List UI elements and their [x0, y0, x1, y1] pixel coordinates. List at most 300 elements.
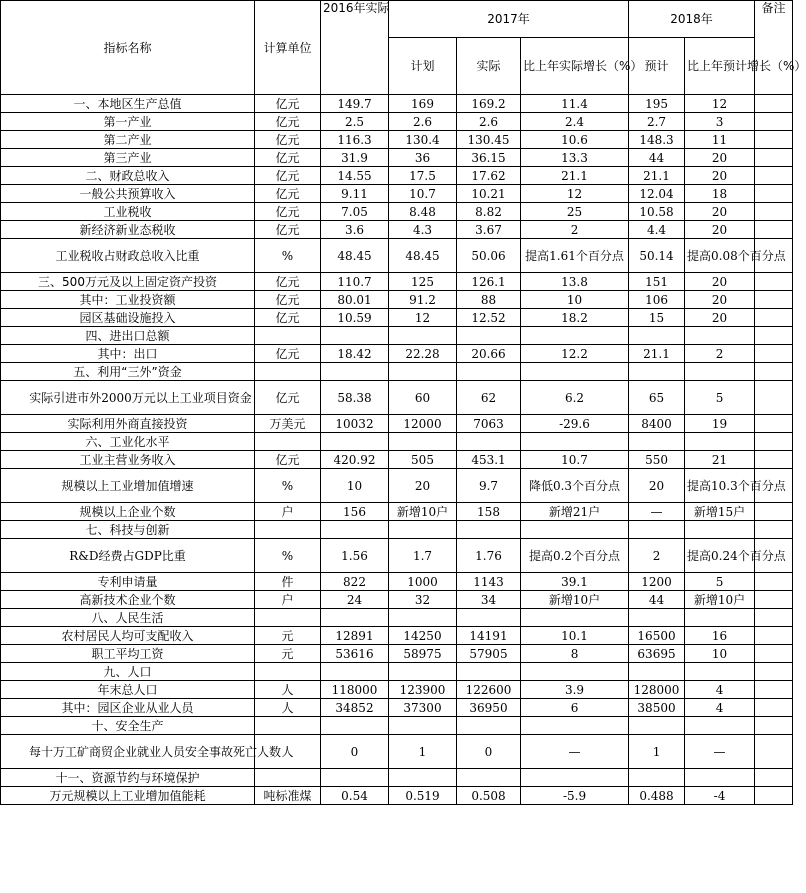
- note-cell: [755, 381, 793, 415]
- note-cell: [755, 95, 793, 113]
- growth-2018-cell: 10: [685, 645, 755, 663]
- unit-cell: 人: [255, 735, 321, 769]
- forecast-2018-cell: 2: [629, 539, 685, 573]
- actual-2017-cell: [457, 521, 521, 539]
- actual-2017-cell: 7063: [457, 415, 521, 433]
- value-2016-cell: 156: [321, 503, 389, 521]
- value-2016-cell: 18.42: [321, 345, 389, 363]
- table-row: [1, 521, 793, 539]
- forecast-2018-cell: 151: [629, 273, 685, 291]
- note-cell: [755, 699, 793, 717]
- indicator-name-cell: 职工平均工资: [1, 645, 255, 663]
- table-row: [1, 787, 793, 805]
- note-cell: [755, 433, 793, 451]
- actual-2017-cell: 122600: [457, 681, 521, 699]
- actual-2017-cell: 12.52: [457, 309, 521, 327]
- note-cell: [755, 521, 793, 539]
- forecast-2018-cell: 20: [629, 469, 685, 503]
- growth-2018-cell: 提高10.3个百分点: [685, 469, 755, 503]
- table-row: [1, 273, 793, 291]
- header-note: 备注: [755, 1, 793, 95]
- indicator-name-cell: R&D经费占GDP比重: [1, 539, 255, 573]
- indicator-name-cell: 二、财政总收入: [1, 167, 255, 185]
- indicator-name-cell: 年末总人口: [1, 681, 255, 699]
- growth-2017-cell: 12: [521, 185, 629, 203]
- table-row: [1, 573, 793, 591]
- value-2016-cell: 10032: [321, 415, 389, 433]
- growth-2017-cell: 10.6: [521, 131, 629, 149]
- table-row: [1, 609, 793, 627]
- table-row: [1, 149, 793, 167]
- actual-2017-cell: 9.7: [457, 469, 521, 503]
- note-cell: [755, 451, 793, 469]
- growth-2018-cell: 2: [685, 345, 755, 363]
- plan-2017-cell: [389, 327, 457, 345]
- growth-2018-cell: [685, 433, 755, 451]
- actual-2017-cell: 0: [457, 735, 521, 769]
- forecast-2018-cell: 15: [629, 309, 685, 327]
- growth-2017-cell: [521, 363, 629, 381]
- growth-2018-cell: 20: [685, 291, 755, 309]
- header-row-1: [1, 1, 793, 38]
- indicator-name-cell: 四、进出口总额: [1, 327, 255, 345]
- growth-2018-cell: [685, 769, 755, 787]
- actual-2017-cell: 14191: [457, 627, 521, 645]
- growth-2017-cell: -5.9: [521, 787, 629, 805]
- forecast-2018-cell: 195: [629, 95, 685, 113]
- unit-cell: [255, 521, 321, 539]
- indicator-name-cell: 第一产业: [1, 113, 255, 131]
- table-row: [1, 415, 793, 433]
- header-2017-actual: 实际: [457, 38, 521, 95]
- plan-2017-cell: [389, 769, 457, 787]
- actual-2017-cell: 1.76: [457, 539, 521, 573]
- actual-2017-cell: [457, 769, 521, 787]
- header-2016-actual: 2016年实际: [321, 1, 389, 95]
- forecast-2018-cell: 148.3: [629, 131, 685, 149]
- growth-2018-cell: 20: [685, 149, 755, 167]
- plan-2017-cell: 12000: [389, 415, 457, 433]
- value-2016-cell: [321, 327, 389, 345]
- unit-cell: 元: [255, 645, 321, 663]
- growth-2017-cell: 13.3: [521, 149, 629, 167]
- growth-2018-cell: 21: [685, 451, 755, 469]
- actual-2017-cell: 126.1: [457, 273, 521, 291]
- note-cell: [755, 627, 793, 645]
- indicator-name-cell: 工业税收: [1, 203, 255, 221]
- forecast-2018-cell: 44: [629, 591, 685, 609]
- growth-2018-cell: 4: [685, 681, 755, 699]
- growth-2018-cell: 5: [685, 573, 755, 591]
- table-row: [1, 185, 793, 203]
- growth-2018-cell: [685, 521, 755, 539]
- unit-cell: %: [255, 539, 321, 573]
- header-2018-forecast: 预计: [629, 38, 685, 95]
- note-cell: [755, 291, 793, 309]
- growth-2018-cell: 19: [685, 415, 755, 433]
- note-cell: [755, 131, 793, 149]
- growth-2017-cell: 6: [521, 699, 629, 717]
- actual-2017-cell: 17.62: [457, 167, 521, 185]
- growth-2018-cell: 20: [685, 273, 755, 291]
- table-row: [1, 113, 793, 131]
- plan-2017-cell: 2.6: [389, 113, 457, 131]
- table-row: [1, 131, 793, 149]
- note-cell: [755, 663, 793, 681]
- unit-cell: [255, 663, 321, 681]
- indicator-name-cell: 十一、资源节约与环境保护: [1, 769, 255, 787]
- plan-2017-cell: [389, 663, 457, 681]
- value-2016-cell: 53616: [321, 645, 389, 663]
- indicator-name-cell: 专利申请量: [1, 573, 255, 591]
- growth-2017-cell: 10.7: [521, 451, 629, 469]
- plan-2017-cell: 1: [389, 735, 457, 769]
- indicator-name-cell: 第二产业: [1, 131, 255, 149]
- indicator-name-cell: 一、本地区生产总值: [1, 95, 255, 113]
- indicator-name-cell: 新经济新业态税收: [1, 221, 255, 239]
- table-row: [1, 503, 793, 521]
- value-2016-cell: 149.7: [321, 95, 389, 113]
- value-2016-cell: 420.92: [321, 451, 389, 469]
- actual-2017-cell: [457, 717, 521, 735]
- table-row: [1, 95, 793, 113]
- forecast-2018-cell: 1: [629, 735, 685, 769]
- unit-cell: 人: [255, 699, 321, 717]
- forecast-2018-cell: [629, 327, 685, 345]
- value-2016-cell: 10: [321, 469, 389, 503]
- table-row: [1, 663, 793, 681]
- actual-2017-cell: 88: [457, 291, 521, 309]
- note-cell: [755, 185, 793, 203]
- growth-2017-cell: 21.1: [521, 167, 629, 185]
- forecast-2018-cell: [629, 433, 685, 451]
- value-2016-cell: 80.01: [321, 291, 389, 309]
- indicator-name-cell: 其中：园区企业从业人员: [1, 699, 255, 717]
- unit-cell: [255, 609, 321, 627]
- growth-2017-cell: 18.2: [521, 309, 629, 327]
- unit-cell: 吨标准煤: [255, 787, 321, 805]
- value-2016-cell: 0.54: [321, 787, 389, 805]
- forecast-2018-cell: [629, 663, 685, 681]
- header-2017-growth: 比上年实际增长（%）: [521, 38, 629, 95]
- note-cell: [755, 717, 793, 735]
- unit-cell: 亿元: [255, 131, 321, 149]
- indicator-name-cell: 其中：工业投资额: [1, 291, 255, 309]
- actual-2017-cell: [457, 363, 521, 381]
- unit-cell: 件: [255, 573, 321, 591]
- header-2018: 2018年: [629, 1, 755, 38]
- value-2016-cell: 7.05: [321, 203, 389, 221]
- actual-2017-cell: 453.1: [457, 451, 521, 469]
- forecast-2018-cell: 550: [629, 451, 685, 469]
- table-row: [1, 167, 793, 185]
- growth-2018-cell: 20: [685, 203, 755, 221]
- actual-2017-cell: 62: [457, 381, 521, 415]
- indicator-name-cell: 规模以上企业个数: [1, 503, 255, 521]
- unit-cell: [255, 717, 321, 735]
- value-2016-cell: 1.56: [321, 539, 389, 573]
- growth-2017-cell: 降低0.3个百分点: [521, 469, 629, 503]
- unit-cell: 亿元: [255, 221, 321, 239]
- growth-2018-cell: [685, 327, 755, 345]
- unit-cell: [255, 433, 321, 451]
- forecast-2018-cell: 65: [629, 381, 685, 415]
- table-row: [1, 381, 793, 415]
- table-row: [1, 591, 793, 609]
- growth-2018-cell: 11: [685, 131, 755, 149]
- indicator-name-cell: 七、科技与创新: [1, 521, 255, 539]
- table-row: [1, 769, 793, 787]
- forecast-2018-cell: 16500: [629, 627, 685, 645]
- plan-2017-cell: 1000: [389, 573, 457, 591]
- growth-2017-cell: 10: [521, 291, 629, 309]
- growth-2017-cell: 6.2: [521, 381, 629, 415]
- growth-2018-cell: [685, 663, 755, 681]
- growth-2018-cell: 3: [685, 113, 755, 131]
- table-row: [1, 239, 793, 273]
- unit-cell: %: [255, 469, 321, 503]
- note-cell: [755, 735, 793, 769]
- indicator-name-cell: 三、500万元及以上固定资产投资: [1, 273, 255, 291]
- growth-2018-cell: [685, 717, 755, 735]
- unit-cell: 亿元: [255, 113, 321, 131]
- header-2017-plan: 计划: [389, 38, 457, 95]
- unit-cell: 户: [255, 591, 321, 609]
- indicator-name-cell: 高新技术企业个数: [1, 591, 255, 609]
- unit-cell: [255, 363, 321, 381]
- header-indicator-name: 指标名称: [1, 1, 255, 95]
- indicator-name-cell: 一般公共预算收入: [1, 185, 255, 203]
- growth-2017-cell: 提高1.61个百分点: [521, 239, 629, 273]
- note-cell: [755, 363, 793, 381]
- table-row: [1, 627, 793, 645]
- table-row: [1, 433, 793, 451]
- plan-2017-cell: 36: [389, 149, 457, 167]
- table-row: [1, 221, 793, 239]
- plan-2017-cell: 60: [389, 381, 457, 415]
- growth-2018-cell: 新增10户: [685, 591, 755, 609]
- unit-cell: 亿元: [255, 309, 321, 327]
- growth-2017-cell: 11.4: [521, 95, 629, 113]
- indicator-name-cell: 第三产业: [1, 149, 255, 167]
- note-cell: [755, 415, 793, 433]
- value-2016-cell: 118000: [321, 681, 389, 699]
- value-2016-cell: 31.9: [321, 149, 389, 167]
- plan-2017-cell: [389, 363, 457, 381]
- value-2016-cell: [321, 433, 389, 451]
- plan-2017-cell: 130.4: [389, 131, 457, 149]
- growth-2018-cell: 20: [685, 221, 755, 239]
- note-cell: [755, 203, 793, 221]
- growth-2018-cell: [685, 609, 755, 627]
- actual-2017-cell: 169.2: [457, 95, 521, 113]
- forecast-2018-cell: 0.488: [629, 787, 685, 805]
- value-2016-cell: [321, 717, 389, 735]
- value-2016-cell: 12891: [321, 627, 389, 645]
- indicator-name-cell: 每十万工矿商贸企业就业人员安全事故死亡人数: [1, 735, 255, 769]
- note-cell: [755, 591, 793, 609]
- growth-2017-cell: 25: [521, 203, 629, 221]
- table-row: [1, 291, 793, 309]
- plan-2017-cell: 125: [389, 273, 457, 291]
- actual-2017-cell: 10.21: [457, 185, 521, 203]
- growth-2017-cell: 2: [521, 221, 629, 239]
- growth-2017-cell: [521, 327, 629, 345]
- note-cell: [755, 503, 793, 521]
- plan-2017-cell: 123900: [389, 681, 457, 699]
- header-unit: 计算单位: [255, 1, 321, 95]
- actual-2017-cell: 158: [457, 503, 521, 521]
- growth-2017-cell: -29.6: [521, 415, 629, 433]
- table-body: [1, 95, 793, 805]
- table-row: [1, 681, 793, 699]
- indicator-name-cell: 规模以上工业增加值增速: [1, 469, 255, 503]
- table-row: [1, 735, 793, 769]
- growth-2017-cell: 新增10户: [521, 591, 629, 609]
- unit-cell: 亿元: [255, 167, 321, 185]
- forecast-2018-cell: [629, 769, 685, 787]
- plan-2017-cell: 12: [389, 309, 457, 327]
- plan-2017-cell: 91.2: [389, 291, 457, 309]
- plan-2017-cell: 169: [389, 95, 457, 113]
- value-2016-cell: 3.6: [321, 221, 389, 239]
- forecast-2018-cell: 63695: [629, 645, 685, 663]
- unit-cell: 万美元: [255, 415, 321, 433]
- growth-2018-cell: 新增15户: [685, 503, 755, 521]
- note-cell: [755, 769, 793, 787]
- table-row: [1, 451, 793, 469]
- note-cell: [755, 609, 793, 627]
- forecast-2018-cell: [629, 521, 685, 539]
- table-row: [1, 645, 793, 663]
- growth-2017-cell: 提高0.2个百分点: [521, 539, 629, 573]
- forecast-2018-cell: 21.1: [629, 345, 685, 363]
- forecast-2018-cell: —: [629, 503, 685, 521]
- actual-2017-cell: 3.67: [457, 221, 521, 239]
- actual-2017-cell: 0.508: [457, 787, 521, 805]
- forecast-2018-cell: [629, 717, 685, 735]
- unit-cell: 亿元: [255, 451, 321, 469]
- plan-2017-cell: 32: [389, 591, 457, 609]
- forecast-2018-cell: 21.1: [629, 167, 685, 185]
- note-cell: [755, 167, 793, 185]
- plan-2017-cell: 新增10户: [389, 503, 457, 521]
- actual-2017-cell: [457, 609, 521, 627]
- actual-2017-cell: [457, 433, 521, 451]
- growth-2017-cell: [521, 769, 629, 787]
- table-row: [1, 717, 793, 735]
- unit-cell: 亿元: [255, 185, 321, 203]
- plan-2017-cell: 8.48: [389, 203, 457, 221]
- growth-2017-cell: 12.2: [521, 345, 629, 363]
- plan-2017-cell: [389, 609, 457, 627]
- forecast-2018-cell: 4.4: [629, 221, 685, 239]
- indicator-name-cell: 实际引进市外2000万元以上工业项目资金: [1, 381, 255, 415]
- plan-2017-cell: 0.519: [389, 787, 457, 805]
- actual-2017-cell: 34: [457, 591, 521, 609]
- value-2016-cell: 116.3: [321, 131, 389, 149]
- note-cell: [755, 273, 793, 291]
- growth-2017-cell: [521, 609, 629, 627]
- value-2016-cell: [321, 363, 389, 381]
- value-2016-cell: 34852: [321, 699, 389, 717]
- actual-2017-cell: 36950: [457, 699, 521, 717]
- table-row: [1, 469, 793, 503]
- table-row: [1, 327, 793, 345]
- indicator-name-cell: 工业税收占财政总收入比重: [1, 239, 255, 273]
- value-2016-cell: [321, 609, 389, 627]
- forecast-2018-cell: 8400: [629, 415, 685, 433]
- plan-2017-cell: 20: [389, 469, 457, 503]
- plan-2017-cell: [389, 717, 457, 735]
- plan-2017-cell: 58975: [389, 645, 457, 663]
- note-cell: [755, 573, 793, 591]
- growth-2017-cell: [521, 717, 629, 735]
- forecast-2018-cell: 38500: [629, 699, 685, 717]
- unit-cell: 亿元: [255, 203, 321, 221]
- value-2016-cell: 24: [321, 591, 389, 609]
- actual-2017-cell: 130.45: [457, 131, 521, 149]
- plan-2017-cell: 14250: [389, 627, 457, 645]
- growth-2018-cell: [685, 363, 755, 381]
- indicator-name-cell: 工业主营业务收入: [1, 451, 255, 469]
- table-row: [1, 345, 793, 363]
- unit-cell: 亿元: [255, 273, 321, 291]
- growth-2017-cell: 10.1: [521, 627, 629, 645]
- forecast-2018-cell: 44: [629, 149, 685, 167]
- unit-cell: 亿元: [255, 149, 321, 167]
- indicator-name-cell: 六、工业化水平: [1, 433, 255, 451]
- forecast-2018-cell: 1200: [629, 573, 685, 591]
- table-row: [1, 699, 793, 717]
- value-2016-cell: [321, 521, 389, 539]
- note-cell: [755, 327, 793, 345]
- plan-2017-cell: 4.3: [389, 221, 457, 239]
- actual-2017-cell: 8.82: [457, 203, 521, 221]
- actual-2017-cell: [457, 327, 521, 345]
- forecast-2018-cell: 128000: [629, 681, 685, 699]
- unit-cell: %: [255, 239, 321, 273]
- indicator-name-cell: 八、人民生活: [1, 609, 255, 627]
- plan-2017-cell: 10.7: [389, 185, 457, 203]
- unit-cell: 户: [255, 503, 321, 521]
- table-row: [1, 309, 793, 327]
- value-2016-cell: 2.5: [321, 113, 389, 131]
- growth-2018-cell: 18: [685, 185, 755, 203]
- unit-cell: 亿元: [255, 291, 321, 309]
- forecast-2018-cell: [629, 609, 685, 627]
- growth-2018-cell: 12: [685, 95, 755, 113]
- growth-2018-cell: 20: [685, 309, 755, 327]
- unit-cell: 亿元: [255, 345, 321, 363]
- value-2016-cell: [321, 663, 389, 681]
- indicator-name-cell: 十、安全生产: [1, 717, 255, 735]
- plan-2017-cell: 22.28: [389, 345, 457, 363]
- actual-2017-cell: 36.15: [457, 149, 521, 167]
- plan-2017-cell: [389, 433, 457, 451]
- growth-2018-cell: 提高0.08个百分点: [685, 239, 755, 273]
- growth-2018-cell: —: [685, 735, 755, 769]
- value-2016-cell: 58.38: [321, 381, 389, 415]
- value-2016-cell: 48.45: [321, 239, 389, 273]
- plan-2017-cell: 505: [389, 451, 457, 469]
- unit-cell: 元: [255, 627, 321, 645]
- indicator-name-cell: 万元规模以上工业增加值能耗: [1, 787, 255, 805]
- note-cell: [755, 221, 793, 239]
- growth-2017-cell: 39.1: [521, 573, 629, 591]
- actual-2017-cell: 1143: [457, 573, 521, 591]
- note-cell: [755, 645, 793, 663]
